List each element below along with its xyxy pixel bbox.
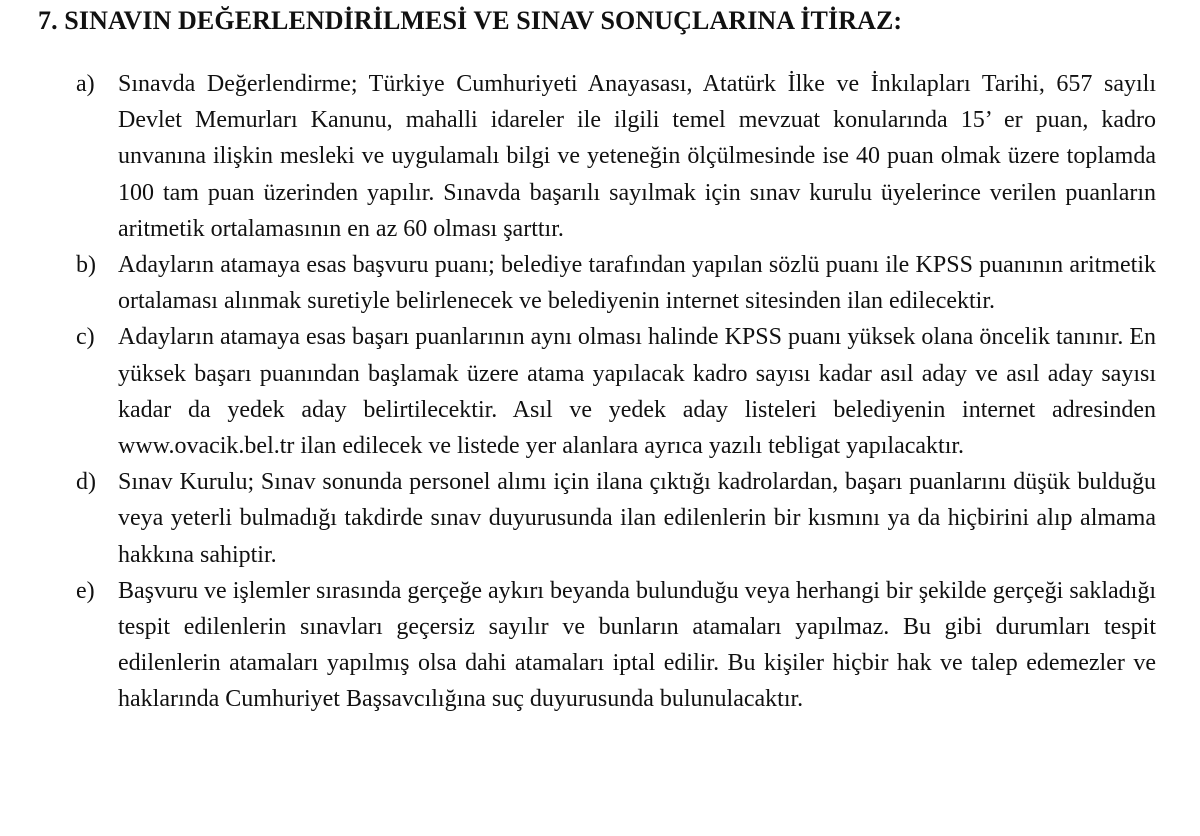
list-item-c [38, 319, 1156, 464]
list-item-text: Adayların atamaya esas başvuru puanı; belediye tarafından yapılan sözlü puanı ile KPSS puanının aritmetik ortalaması alınmak suretiyle belirlenecek ve belediyenin internet sitesinden ilan edilecektir. [118, 252, 1156, 315]
section-heading: 7. SINAVIN DEĞERLENDİRİLMESİ VE SINAV SONUÇLARINA İTİRAZ: [38, 6, 903, 35]
rules-list [38, 66, 1156, 718]
list-marker: c) [76, 324, 95, 351]
list-item-d [38, 464, 1156, 573]
list-marker: b) [76, 252, 96, 279]
list-item-a [38, 66, 1156, 247]
list-marker: a) [76, 71, 95, 97]
list-item-text: Sınavda Değerlendirme; Türkiye Cumhuriyeti Anayasası, Atatürk İlke ve İnkılapları Tarihi, 657 sayılı Devlet Memurları Kanunu, mahalli idareler ile ilgili temel mevzuat konularında 15’ er puan, kadro unvanına ilişkin mesleki ve uygulamalı bilgi ve yeteneğin ölçülmesinde ise 40 puan olmak üzere toplamda 100 tam puan üzerinden yapılır. Sınavda başarılı sayılmak için sınav kurulu üyelerince verilen puanların aritmetik ortalamasının en az 60 olması şarttır. [118, 71, 1156, 242]
list-item-e [38, 573, 1156, 718]
list-item-text: Başvuru ve işlemler sırasında gerçeğe aykırı beyanda bulunduğu veya herhangi bir şekilde gerçeği sakladığı tespit edilenlerin sınavları geçersiz sayılır ve bunların atamaları yapılmaz. Bu gibi durumları tespit edilenlerin atamaları yapılmış olsa dahi atamaları iptal edilir. Bu kişiler hiçbir hak ve talep edemezler ve haklarında Cumhuriyet Başsavcılığına suç duyurusunda bulunulacaktır. [118, 577, 1156, 713]
list-marker: e) [76, 577, 95, 604]
list-item-text: Sınav Kurulu; Sınav sonunda personel alımı için ilana çıktığı kadrolardan, başarı puanlarını düşük bulduğu veya yeterli bulmadığı takdirde sınav duyurusunda ilan edilenlerin bir kısmını ya da hiçbirini alıp almama hakkına sahiptir. [118, 469, 1156, 568]
list-item-text: Adayların atamaya esas başarı puanlarının aynı olması halinde KPSS puanı yüksek olana öncelik tanınır. En yüksek başarı puanından başlamak üzere atama yapılacak kadro sayısı kadar asıl aday ve asıl aday sayısı kadar da yedek aday belirtilecektir. Asıl ve yedek aday listeleri belediyenin internet adresinden www.ovacik.bel.tr ilan edilecek ve listede yer alanlara ayrıca yazılı tebligat yapılacaktır. [118, 324, 1156, 460]
list-marker: d) [76, 469, 96, 496]
list-item-b [38, 247, 1156, 319]
